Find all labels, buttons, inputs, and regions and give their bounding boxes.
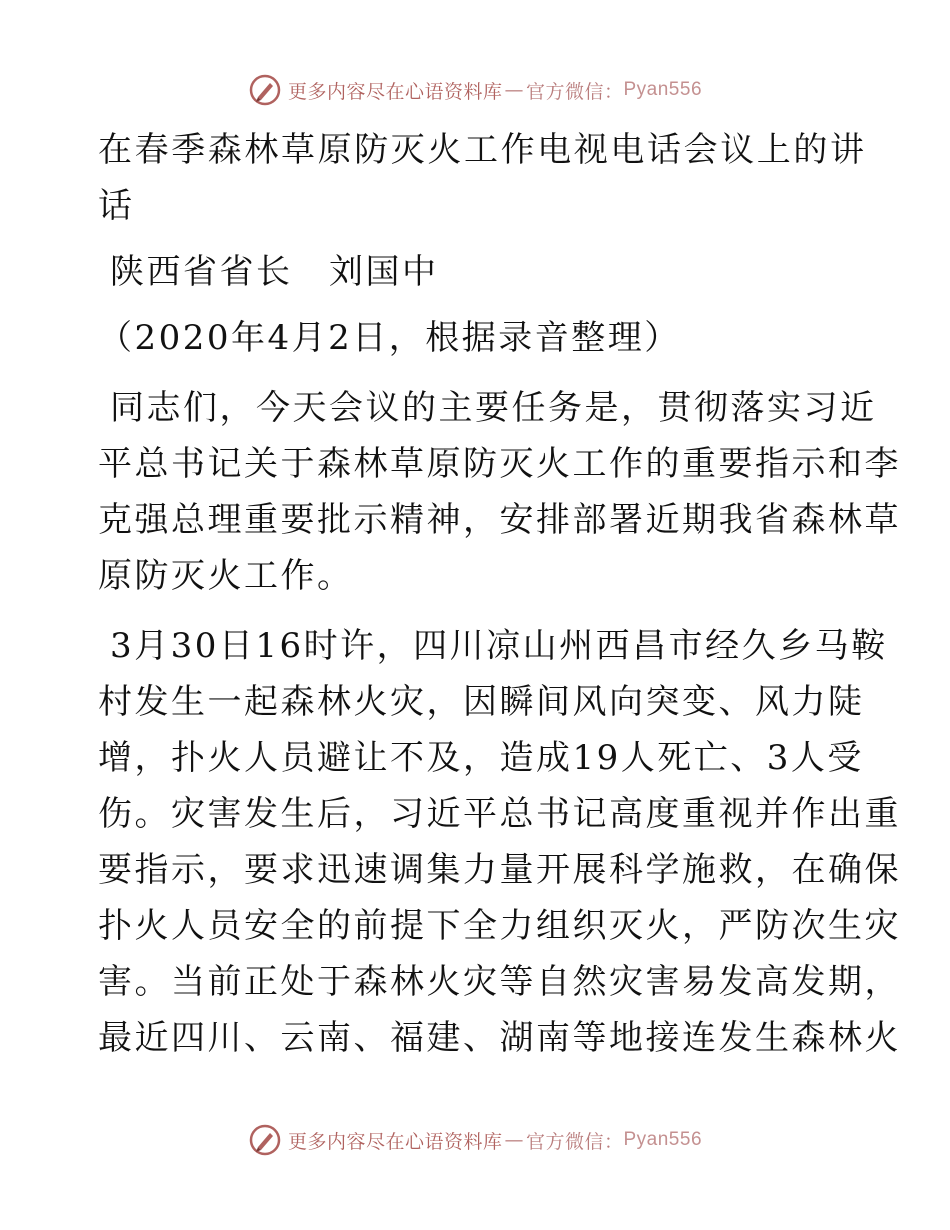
paragraph-line: 村发生一起森林火灾，因瞬间风向突变、风力陡: [98, 682, 865, 722]
paragraph-line: 要指示，要求迅速调集力量开展科学施救，在确保: [98, 850, 901, 890]
watermark-contact-label: 官方微信：: [525, 1130, 624, 1153]
watermark-contact-id: Pyan556: [623, 79, 703, 100]
paragraph-line: 平总书记关于森林草原防灭火工作的重要指示和李: [98, 444, 901, 484]
paragraph-line: 3月30日16时许，四川凉山州西昌市经久乡马鞍: [110, 626, 888, 666]
title-line: 话: [98, 186, 135, 226]
document-body: [98, 122, 901, 1066]
paragraph-1: [98, 380, 901, 604]
pen-logo-icon: [248, 73, 282, 107]
paragraph-line: 增，扑火人员避让不及，造成19人死亡、3人受: [98, 738, 864, 778]
watermark-contact-label: 官方微信：: [525, 80, 624, 103]
watermark-text: 更多内容尽在心语资料库: [287, 1130, 503, 1153]
author-line: 陕西省省长 刘国中: [110, 252, 439, 292]
watermark-contact-id: Pyan556: [623, 1129, 703, 1150]
pen-logo-icon: [248, 1123, 282, 1157]
watermark-separator: —: [504, 1129, 524, 1151]
paragraph-line: 克强总理重要批示精神，安排部署近期我省森林草: [98, 500, 901, 540]
paragraph-line: 伤。灾害发生后，习近平总书记高度重视并作出重: [98, 794, 901, 834]
paragraph-line: 最近四川、云南、福建、湖南等地接连发生森林火: [98, 1018, 901, 1058]
paragraph-line: 害。当前正处于森林火灾等自然灾害易发高发期，: [98, 962, 901, 1002]
watermark-text: 更多内容尽在心语资料库: [287, 80, 503, 103]
paragraph-line: 原防灭火工作。: [98, 556, 354, 596]
paragraph-line: 同志们，今天会议的主要任务是，贯彻落实习近: [110, 388, 877, 428]
watermark-header: [0, 70, 950, 110]
watermark-separator: —: [504, 79, 524, 101]
paragraph-line: 扑火人员安全的前提下全力组织灭火，严防次生灾: [98, 906, 901, 946]
title-line: 在春季森林草原防灭火工作电视电话会议上的讲: [98, 130, 867, 170]
watermark-footer: [0, 1120, 950, 1160]
date-note: （2020年4月2日，根据录音整理）: [98, 318, 681, 358]
paragraph-2: [98, 618, 901, 1066]
